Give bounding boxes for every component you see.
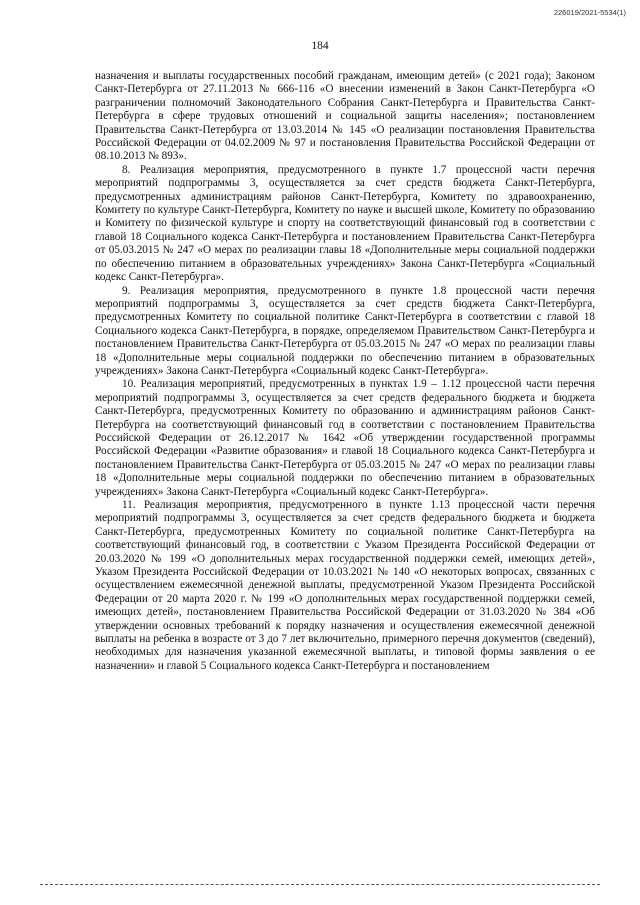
document-body: [95, 70, 595, 673]
page-number: 184: [311, 40, 329, 52]
document-id: 226019/2021-5534(1): [553, 8, 626, 17]
paragraph-9: 9. Реализация мероприятия, предусмотренного в пункте 1.8 процессной части перечня мероприятий подпрограммы 3, осуществляется за счет средств бюджета Санкт-Петербурга, предусмотренных Комитету по социальной политике Санкт-Петербурга в соответствии с главой 18 Социального кодекса Санкт-Петербурга, в порядке, определяемом Правительством Санкт-Петербурга и постановлением Правительства Санкт-Петербурга от 05.03.2015 № 247 «О мерах по реализации главы 18 «Дополнительные меры социальной поддержки по обеспечению питанием в образовательных учреждениях» Закона Санкт-Петербурга «Социальный кодекс Санкт-Петербурга».: [95, 284, 595, 377]
paragraph-11: 11. Реализация мероприятия, предусмотренного в пункте 1.13 процессной части перечня мероприятий подпрограммы 3, осуществляется за счет средств федерального бюджета и бюджета Санкт-Петербурга, предусмотренных Комитету по социальной политике Санкт-Петербурга на соответствующий финансовый год, в соответствии с Указом Президента Российской Федерации от 20.03.2020 № 199 «О дополнительных мерах государственной поддержки семей, имеющих детей», Указом Президента Российской Федерации от 10.03.2021 № 140 «О некоторых вопросах, связанных с осуществлением ежемесячной денежной выплаты, предусмотренной Указом Президента Российской Федерации от 20 марта 2020 г. № 199 «О дополнительных мерах государственной поддержки семей, имеющих детей», постановлением Правительства Российской Федерации от 31.03.2020 № 384 «Об утверждении основных требований к порядку назначения и осуществления ежемесячной денежной выплаты на ребенка в возрасте от 3 до 7 лет включительно, примерного перечня документов (сведений), необходимых для назначения указанной ежемесячной выплаты, и типовой формы заявления о ее назначении» и главой 5 Социального кодекса Санкт-Петербурга и постановлением: [95, 499, 595, 672]
paragraph-8: 8. Реализация мероприятия, предусмотренного в пункте 1.7 процессной части перечня мероприятий подпрограммы 3, осуществляется за счет средств бюджета Санкт-Петербурга, предусмотренных администрациям районов Санкт-Петербурга, Комитету по здравоохранению, Комитету по культуре Санкт-Петербурга, Комитету по науке и высшей школе, Комитету по образованию и Комитету по физической культуре и спорту на соответствующий финансовый год в соответствии с главой 18 Социального кодекса Санкт-Петербурга и постановлением Правительства Санкт-Петербурга от 05.03.2015 № 247 «О мерах по реализации главы 18 «Дополнительные меры социальной поддержки по обеспечению питанием в образовательных учреждениях» Закона Санкт-Петербурга «Социальный кодекс Санкт-Петербурга».: [95, 163, 595, 284]
paragraph-continuation: назначения и выплаты государственных пособий гражданам, имеющим детей» (с 2021 года); Законом Санкт-Петербурга от 27.11.2013 № 666-116 «О внесении изменений в Закон Санкт-Петербурга «О разграничении полномочий Законодательного Собрания Санкт-Петербурга и Правительства Санкт-Петербурга в сфере трудовых отношений и социальной защиты населения»; постановлением Правительства Санкт-Петербурга от 13.03.2014 № 145 «О реализации постановления Правительства Российской Федерации от 04.02.2009 № 97 и постановления Правительства Российской Федерации от 08.10.2013 № 893».: [95, 70, 595, 163]
footer-divider: [40, 884, 600, 885]
paragraph-10: 10. Реализация мероприятий, предусмотренных в пунктах 1.9 – 1.12 процессной части перечня мероприятий подпрограммы 3, осуществляется за счет средств федерального бюджета и бюджета Санкт-Петербурга, предусмотренных Комитету по образованию и администрациям районов Санкт-Петербурга на соответствующий финансовый год в соответствии с постановлением Правительства Российской Федерации от 26.12.2017 № 1642 «Об утверждении государственной программы Российской Федерации «Развитие образования» и главой 18 Социального кодекса Санкт-Петербурга и постановлением Правительства Санкт-Петербурга от 05.03.2015 № 247 «О мерах по реализации главы 18 «Дополнительные меры социальной поддержки по обеспечению питанием в образовательных учреждениях» Закона Санкт-Петербурга «Социальный кодекс Санкт-Петербурга».: [95, 378, 595, 498]
